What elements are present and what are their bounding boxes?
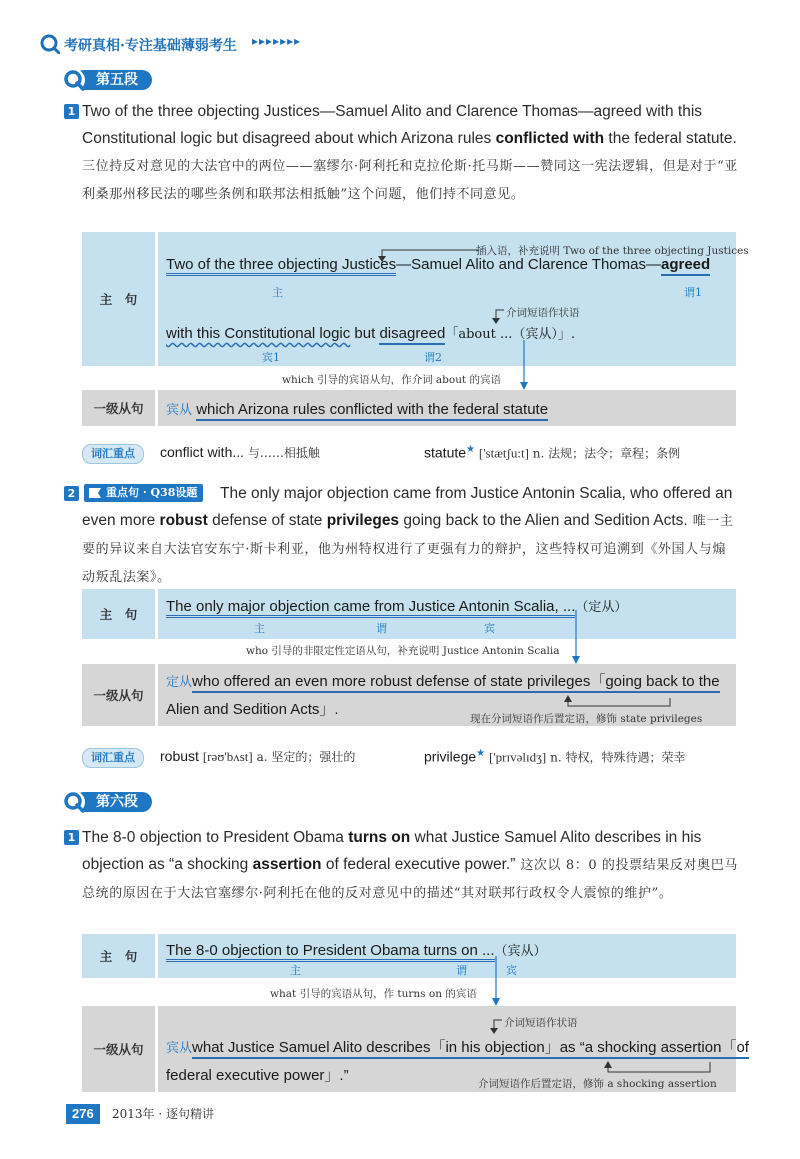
main-clause-label: 主 句: [82, 934, 155, 978]
subject-tag: 主: [290, 964, 301, 977]
sentence-number-badge: 2: [64, 486, 79, 501]
main-clause-line: The 8-0 objection to President Obama turns on ...（宾从）: [166, 940, 547, 959]
sub-clause-line-2: federal executive power」.”: [166, 1067, 349, 1084]
main-clause-line-2: with this Constitutional logic but disagreed「about ...（宾从）」.: [166, 323, 575, 342]
predicate-tag: 谓: [376, 622, 387, 635]
who-clause-note: who 引导的非限定性定语从句，补充说明 Justice Antonin Scalia: [246, 645, 560, 657]
star-icon: ★: [466, 444, 475, 455]
section-title: 第五段: [74, 70, 152, 90]
vocab-item-conflict: conflict with... 与……相抵触: [160, 444, 320, 460]
subject-tag: 主: [254, 622, 265, 635]
object-tag: 宾: [506, 964, 517, 977]
sentence-2-text: The only major objection came from Justice Antonin Scalia, who offered an even more robust defense of state privileges going back to the Alien and Sedition Acts. 唯一主要的异议来自大法官安东宁·斯卡利亚，他为州特权进行了更强有力的辩护，这些特权可追溯到《外国人与煽动叛乱法案》。: [82, 485, 734, 585]
header-arrows: ▸▸▸▸▸▸▸: [252, 34, 302, 48]
sub-clause-line: 宾从 which Arizona rules conflicted with the federal statute: [166, 399, 548, 418]
sub-clause-line-1: 定从who offered an even more robust defense of state privileges「going back to the: [166, 670, 720, 691]
main-clause-label: 主 句: [82, 589, 155, 639]
sub-clause-label: 一级从句: [82, 664, 155, 726]
sentence-translation: 唯一主要的异议来自大法官安东宁·斯卡利亚，他为州特权进行了更强有力的辩护，这些特权可追溯到《外国人与煽动叛乱法案》。: [82, 514, 734, 585]
magnifier-logo-icon: [40, 34, 60, 54]
page-number: 276: [66, 1104, 100, 1124]
prep-arrow: [484, 1014, 504, 1036]
subject-tag: 主: [272, 286, 283, 299]
prep-note-2: 介词短语作后置定语，修饰 a shocking assertion: [478, 1078, 717, 1090]
sentence-3-text: The 8-0 objection to President Obama turns on what Justice Samuel Alito describes in his objection as “a shocking assertion of federal executive power.” 这次以 8：0 的投票结果反对奥巴马总统的原因在于大法官塞缪尔·阿利托在他的反对意见中的描述“其对联邦行政权令人震惊的维护”。: [82, 829, 738, 901]
star-icon: ★: [476, 748, 486, 759]
predicate-2-tag: 谓2: [424, 351, 442, 364]
who-arrow: [570, 610, 582, 666]
what-arrow: [490, 956, 502, 1008]
prep-note: 介词短语作状语: [506, 307, 580, 319]
participle-note: 现在分词短语作后置定语，修饰 state privileges: [470, 713, 703, 725]
main-clause-label: 主 句: [82, 232, 155, 366]
vocab-item-robust: robust [rəʊ'bʌst] a. 坚定的；强壮的: [160, 748, 356, 764]
key-sentence-flag: 重点句 · Q38设题: [84, 484, 203, 502]
key-phrase: conflicted with: [495, 130, 605, 147]
sub-clause-label: 一级从句: [82, 390, 155, 426]
section-q-icon: [62, 790, 86, 814]
predicate-1-tag: 谓1: [684, 286, 702, 299]
vocab-item-privilege: privilege★ ['prɪvəlɪdʒ] n. 特权，特殊待遇；荣幸: [424, 748, 686, 765]
insert-note: 插入语，补充说明 Two of the three objecting Justices: [476, 245, 749, 257]
page-footer-title: 2013年 · 逐句精讲: [112, 1107, 214, 1121]
which-arrow: [518, 340, 530, 392]
sub-clause-label: 一级从句: [82, 1006, 155, 1092]
object-1-tag: 宾1: [262, 351, 280, 364]
sub-clause-line-1: 宾从what Justice Samuel Alito describes「in his objection」as “a shocking assertion「of: [166, 1036, 749, 1057]
main-clause-line-1: Two of the three objecting Justices—Samuel Alito and Clarence Thomas—agreed: [166, 256, 710, 273]
sentence-1-text: Two of the three objecting Justices—Samuel Alito and Clarence Thomas—agreed with this Constitutional logic but disagreed about which Arizona rules conflicted with the federal statute. 三位持反对意见的大法官中的两位——塞缪尔·阿利托和克拉伦斯·托马斯——赞同这一宪法逻辑，但是对于“亚利桑那州移民法的哪些条例和联邦法相抵触”这个问题，他们持不同意见。: [82, 103, 738, 202]
which-clause-note: which 引导的宾语从句，作介词 about 的宾语: [282, 374, 502, 386]
section-title: 第六段: [74, 792, 152, 812]
sub-clause-line-2: Alien and Sedition Acts」.: [166, 701, 339, 718]
sentence-translation: 这次以 8：0 的投票结果反对奥巴马总统的原因在于大法官塞缪尔·阿利托在他的反对意见中的描述“其对联邦行政权令人震惊的维护”。: [82, 858, 738, 901]
vocab-badge: 词汇重点: [82, 444, 144, 464]
section-q-icon: [62, 68, 86, 92]
sentence-number-badge: 1: [64, 104, 79, 119]
prep-note: 介词短语作状语: [504, 1017, 578, 1029]
sentence-number-badge: 1: [64, 830, 79, 845]
vocab-item-statute: statute★ ['stætʃu:t] n. 法规；法令；章程；条例: [424, 444, 681, 461]
object-tag: 宾: [484, 622, 495, 635]
predicate-tag: 谓: [456, 964, 467, 977]
sentence-translation: 三位持反对意见的大法官中的两位——塞缪尔·阿利托和克拉伦斯·托马斯——赞同这一宪法逻辑，但是对于“亚利桑那州移民法的哪些条例和联邦法相抵触”这个问题，他们持不同意见。: [82, 159, 738, 202]
vocab-badge: 词汇重点: [82, 748, 144, 768]
what-clause-note: what 引导的宾语从句，作 turns on 的宾语: [270, 988, 477, 1000]
book-series-title: 考研真相·专注基础薄弱考生: [64, 38, 237, 54]
flag-icon: [88, 487, 102, 499]
main-clause-line: The only major objection came from Justice Antonin Scalia, ...（定从）: [166, 596, 627, 615]
